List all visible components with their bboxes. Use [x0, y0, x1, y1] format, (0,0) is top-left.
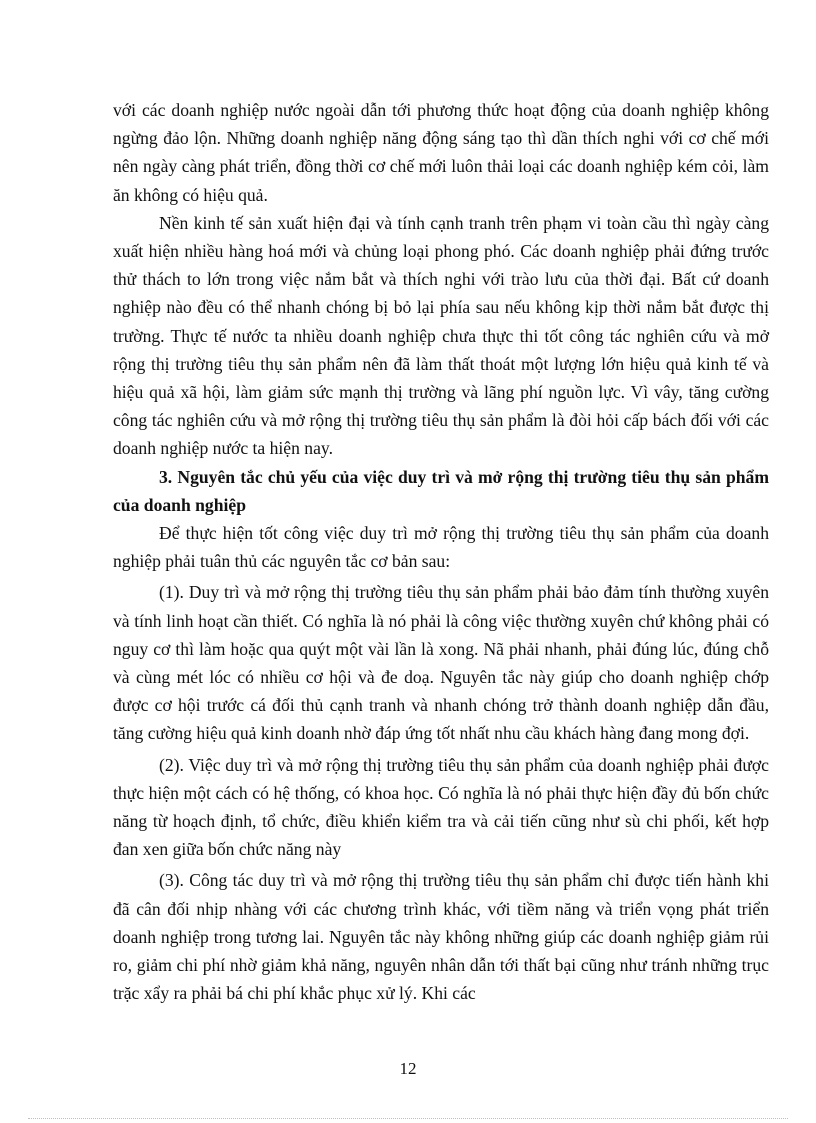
body-text [113, 96, 769, 1008]
paragraph-principle-2: (2). Việc duy trì và mở rộng thị trường tiêu thụ sản phẩm của doanh nghiệp phải được thực hiện một cách có hệ thống, có khoa học. Có nghĩa là nó phải thực hiện đầy đủ bốn chức năng từ hoạch định, tổ chức, điều khiển kiểm tra và cải tiến cũng như sù chi phối, kết hợp đan xen giữa bốn chức năng này [113, 754, 769, 860]
footer-divider [28, 1118, 788, 1119]
page-number: 12 [399, 1059, 417, 1078]
paragraph-principle-3: (3). Công tác duy trì và mở rộng thị trường tiêu thụ sản phẩm chỉ được tiến hành khi đã cân đối nhịp nhàng với các chương trình khác, với tiềm năng và triển vọng phát triển doanh nghiệp trong tương lai. Nguyên tắc này không những giúp các doanh nghiệp giảm rủi ro, giảm chi phí nhờ giảm khả năng, nguyên nhân dẫn tới thất bại cũng như tránh những trục trặc xẩy ra phải bá chi phí khắc phục xử lý. Khi các [113, 870, 769, 1004]
paragraph-economy: Nền kinh tế sản xuất hiện đại và tính cạnh tranh trên phạm vi toàn cầu thì ngày càng xuất hiện nhiều hàng hoá mới và chủng loại phong phó. Các doanh nghiệp phải đứng trước thử thách to lớn trong việc nắm bắt và thích nghi với trào lưu của thời đại. Bất cứ doanh nghiệp nào đều có thể nhanh chóng bị bỏ lại phía sau nếu không kịp thời nắm bắt được thị trường. Thực tế nước ta nhiều doanh nghiệp chưa thực thi tốt công tác nghiên cứu và mở rộng thị trường tiêu thụ sản phẩm nên đã làm thất thoát một lượng lớn hiệu quả kinh tế và hiệu quả xã hội, làm giảm sức mạnh thị trường và lãng phí nguồn lực. Vì vây, tăng cường công tác nghiên cứu và mở rộng thị trường tiêu thụ sản phẩm là đòi hỏi cấp bách đối với các doanh nghiệp nước ta hiện nay. [113, 212, 769, 459]
paragraph-intro: Để thực hiện tốt công việc duy trì mở rộng thị trường tiêu thụ sản phẩm của doanh nghiệp phải tuân thủ các nguyên tắc cơ bản sau: [113, 523, 769, 572]
paragraph-principle-1: (1). Duy trì và mở rộng thị trường tiêu thụ sản phẩm phải bảo đảm tính thường xuyên và tính linh hoạt cần thiết. Có nghĩa là nó phải là công việc thường xuyên chứ không phải có nguy cơ thì làm hoặc qua quýt một vài lần là xong. Nã phải nhanh, phải đúng lúc, đúng chỗ và cùng mét lóc có nhiều cơ hội và đe doạ. Nguyên tắc này giúp cho doanh nghiệp chớp được cơ hội trước cá đối thủ cạnh tranh và nhanh chóng trở thành doanh nghiệp dẫn đầu, tăng cường hiệu quả kinh doanh nhờ đáp ứng tốt nhất nhu cầu khách hàng đang mong đợi. [113, 582, 769, 744]
section-heading: 3. Nguyên tắc chủ yếu của việc duy trì và mở rộng thị trường tiêu thụ sản phẩm của doanh nghiệp [113, 466, 769, 515]
paragraph-continuation: với các doanh nghiệp nước ngoài dẫn tới phương thức hoạt động của doanh nghiệp không ngừng đảo lộn. Những doanh nghiệp năng động sáng tạo thì dần thích nghi với cơ chế mới nên ngày càng phát triển, đồng thời cơ chế mới luôn thải loại các doanh nghiệp kém cỏi, làm ăn không có hiệu quả. [113, 100, 769, 205]
